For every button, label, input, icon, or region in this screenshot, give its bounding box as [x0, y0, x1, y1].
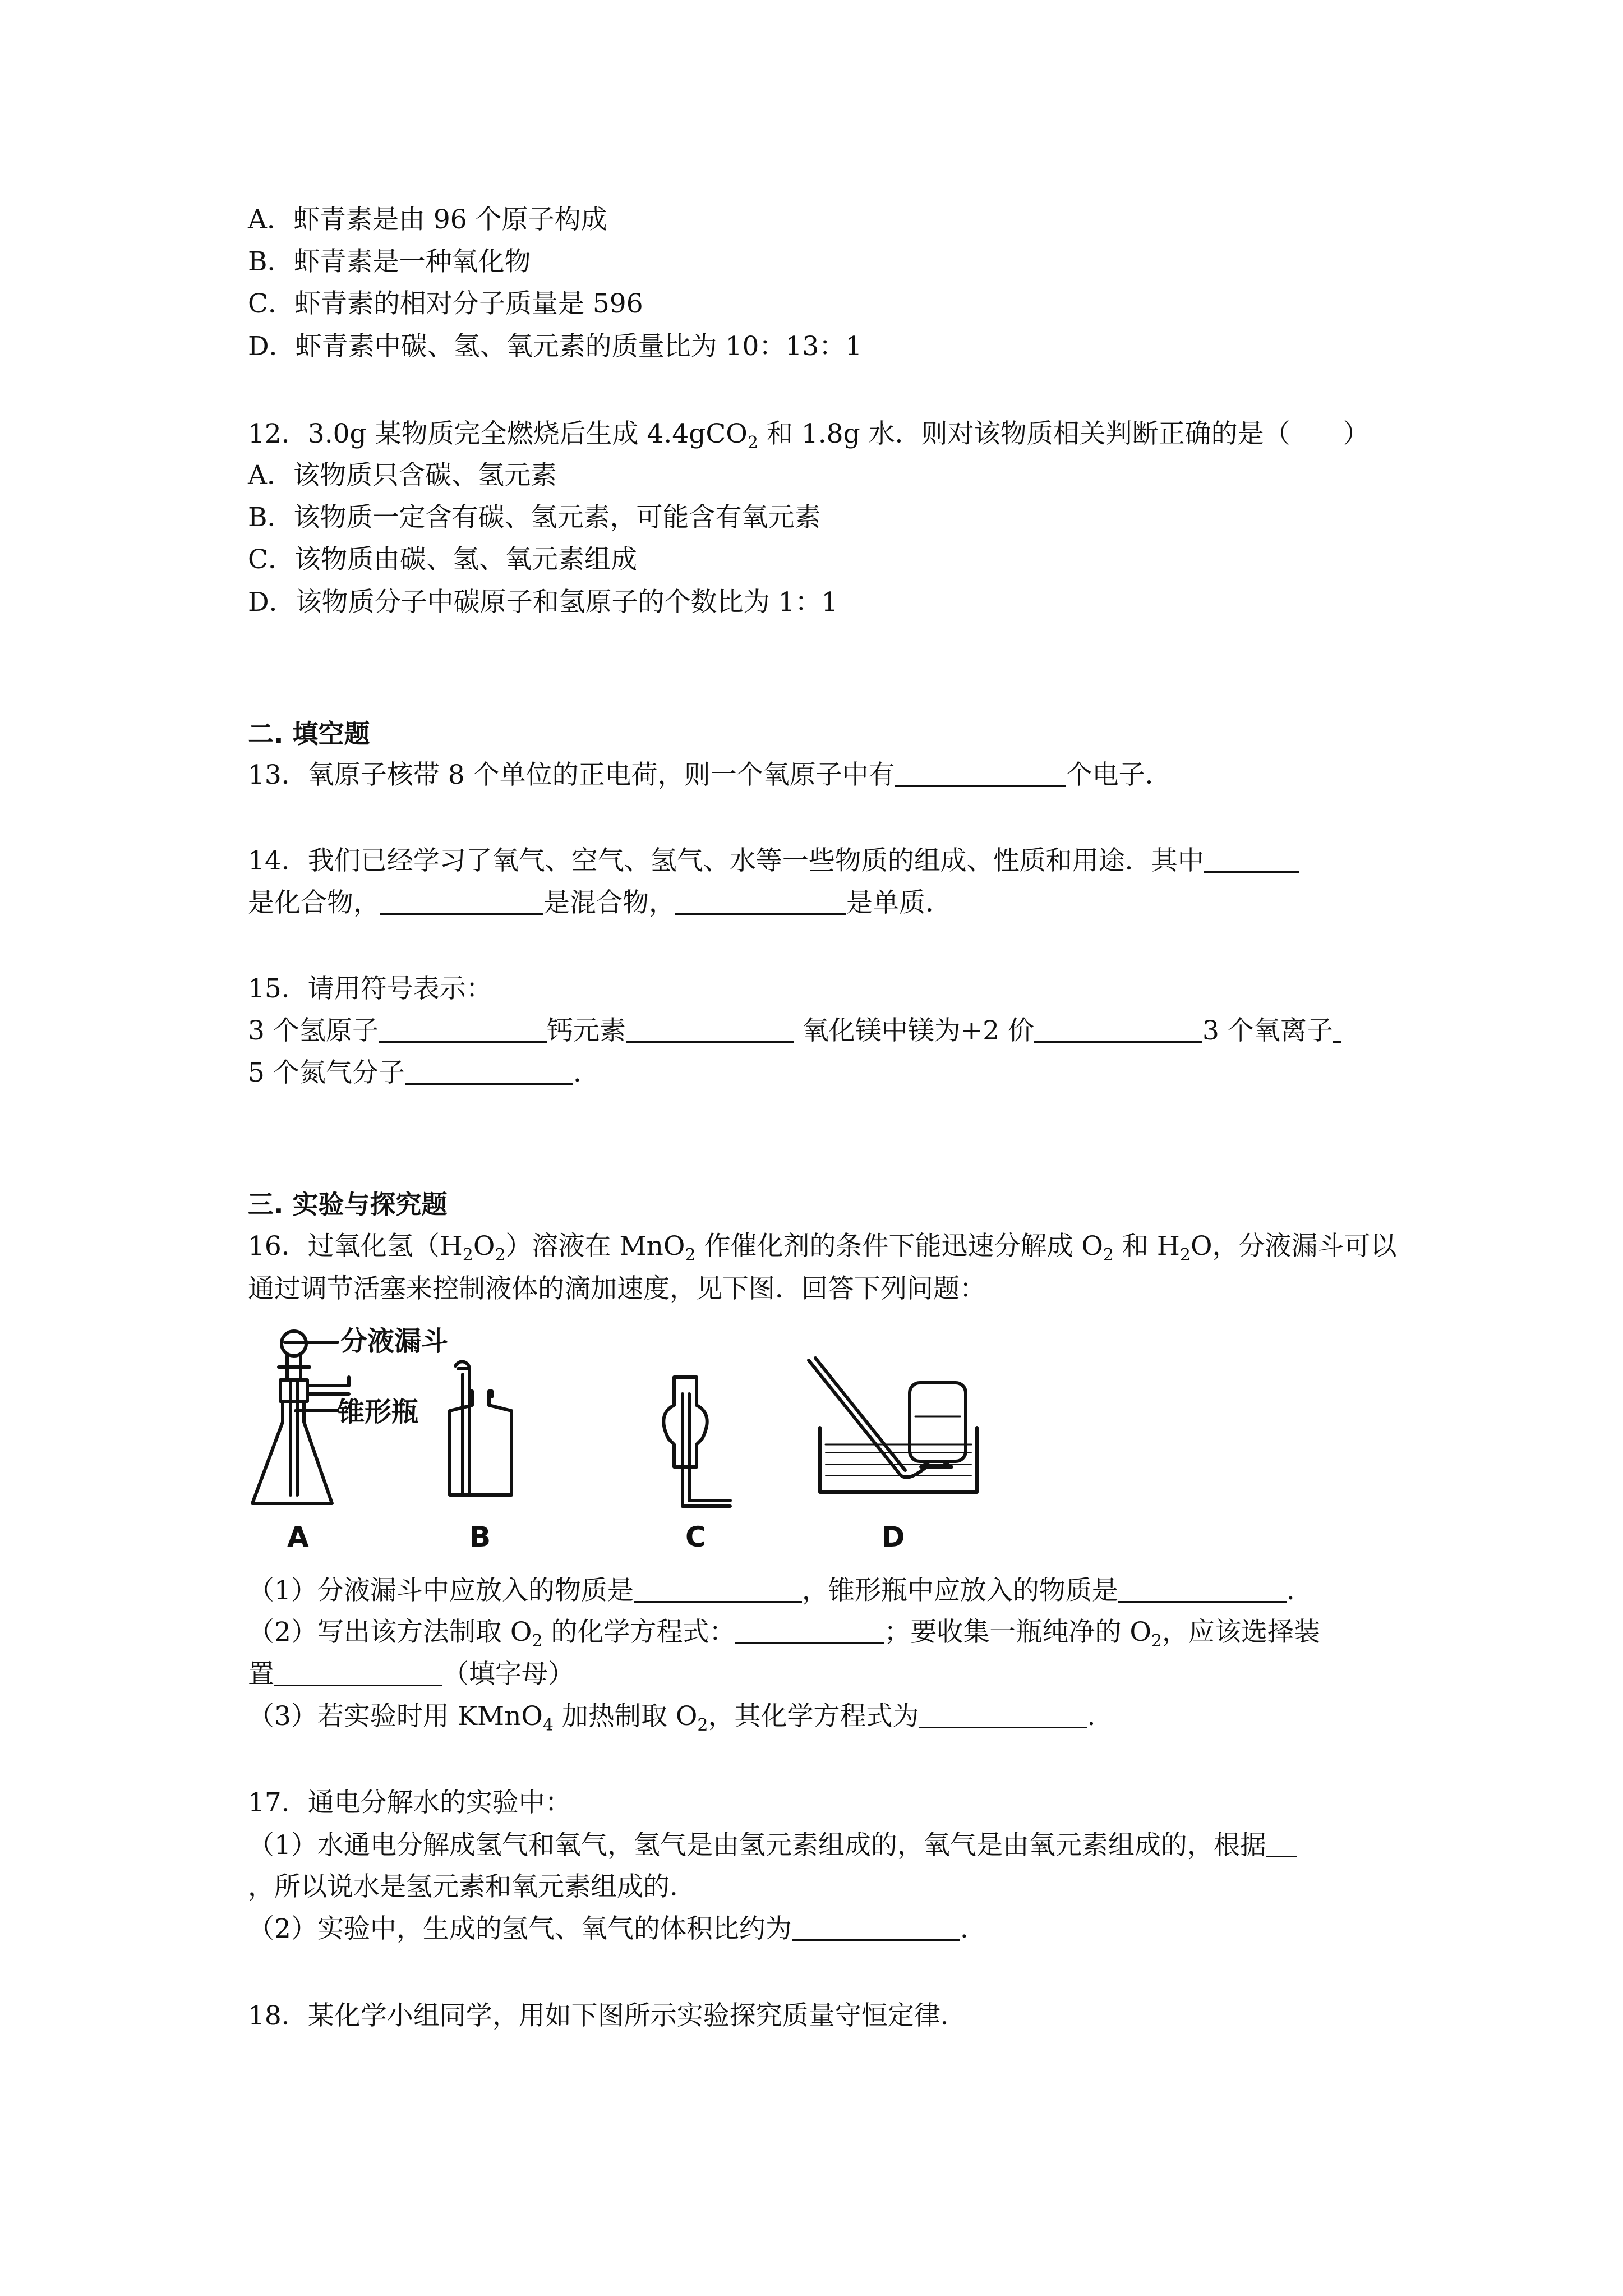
section-title-experiment: 三. 实验与探究题: [248, 1189, 448, 1220]
q18-stem: 18．某化学小组同学，用如下图所示实验探究质量守恒定律．: [248, 2000, 967, 2031]
q14-compound-blank[interactable]: [1204, 845, 1299, 873]
q16-funnel-substance-blank[interactable]: [634, 1575, 802, 1603]
q16-flask-substance-blank[interactable]: [1118, 1575, 1287, 1603]
q13-answer-blank[interactable]: [895, 760, 1066, 787]
flask-label: 锥形瓶: [338, 1396, 419, 1428]
q17-basis-blank[interactable]: [1266, 1830, 1297, 1857]
q16-part2-line2: 置 （填字母）: [248, 1659, 574, 1690]
q15-magnesium-blank[interactable]: [1034, 1015, 1202, 1043]
q13: 13．氧原子核带 8 个单位的正电荷，则一个氧原子中有 个电子．: [248, 760, 1172, 790]
q15-hydrogen-atoms-blank[interactable]: [379, 1015, 547, 1043]
apparatus-d: [809, 1358, 977, 1492]
q16-stem-line2: 通过调节活塞来控制液体的滴加速度，见下图．回答下列问题：: [248, 1273, 986, 1304]
q11-option-b: B．虾青素是一种氧化物: [248, 246, 531, 277]
q15-calcium-blank[interactable]: [626, 1015, 794, 1043]
q17-part1-line1: （1）水通电分解成氢气和氧气，氢气是由氢元素组成的，氧气是由氧元素组成的，根据: [248, 1829, 1297, 1862]
q16-kmno4-equation-blank[interactable]: [919, 1701, 1087, 1728]
q15-stem: 15．请用符号表示：: [248, 973, 492, 1004]
funnel-label: 分液漏斗: [340, 1327, 449, 1357]
q14-line1: 14．我们已经学习了氧气、空气、氢气、水等一些物质的组成、性质和用途．其中: [248, 844, 1299, 878]
q16-stem-line1: 16．过氧化氢$(H_2O_2)$溶液在 MnO$_2$ 作催化剂的条件下能迅速分解成 $O_2$ 和 $H_2O$，分液漏斗可以: [248, 1231, 1397, 1265]
q14-element-blank[interactable]: [675, 887, 846, 915]
q17-volume-ratio-blank[interactable]: [792, 1913, 960, 1941]
q17-part1-line2: ，所以说水是氢元素和氧元素组成的．: [248, 1871, 696, 1902]
label-a: A: [287, 1521, 309, 1551]
q12-option-d: D．该物质分子中碳原子和氢原子的个数比为 1：1: [248, 587, 838, 618]
q12-option-b: B．该物质一定含有碳、氢元素，可能含有氧元素: [248, 502, 821, 533]
apparatus-c: [663, 1377, 730, 1506]
q15-line1: 3 个氢原子 钙元素 氧化镁中镁为+2 价 3 个氧离子: [248, 1014, 1341, 1048]
q12-option-c: C．该物质由碳、氢、氧元素组成: [248, 544, 637, 575]
gas-jar: [910, 1383, 966, 1461]
q16-apparatus-blank[interactable]: [274, 1659, 442, 1686]
apparatus-a: [252, 1331, 349, 1503]
q17-stem: 17．通电分解水的实验中：: [248, 1787, 571, 1818]
q17-part2: （2）实验中，生成的氢气、氧气的体积比约为 .: [248, 1913, 969, 1944]
q16-equation-blank[interactable]: [735, 1617, 884, 1644]
q16-part1: （1）分液漏斗中应放入的物质是 ，锥形瓶中应放入的物质是 .: [248, 1575, 1295, 1606]
q16-part2-line1: （2）写出该方法制取 $O_2$ 的化学方程式： ；要收集一瓶纯净的 $O_2$，应该选择装: [248, 1617, 1320, 1651]
q12-option-a: A．该物质只含碳、氢元素: [248, 460, 557, 491]
q15-oxide-ion-blank[interactable]: [1333, 1015, 1341, 1043]
q11-option-d: D．虾青素中碳、氢、氧元素的质量比为 10：13：1: [248, 331, 863, 362]
q11-option-a: A．虾青素是由 96 个原子构成: [248, 204, 607, 235]
q14-mixture-blank[interactable]: [380, 887, 543, 915]
q15-nitrogen-blank[interactable]: [405, 1057, 573, 1085]
stopper: [280, 1380, 307, 1401]
q12-stem: 12．3.0g 某物质完全燃烧后生成 4.4gCO$_2$ 和 1.8g 水．则对该物质相关判断正确的是（ ）: [248, 418, 1370, 453]
label-b: B: [469, 1521, 491, 1551]
label-d: D: [882, 1521, 905, 1551]
section-title-fill-in: 二. 填空题: [248, 719, 370, 749]
q11-option-c: C．虾青素的相对分子质量是 596: [248, 288, 643, 319]
q16-part3: （3）若实验时用 KMnO$_4$ 加热制取 $O_2$，其化学方程式为 .: [248, 1701, 1096, 1735]
q15-line2: 5 个氮气分子 .: [248, 1057, 582, 1088]
q14-line2: 是化合物， 是混合物， 是单质．: [248, 887, 952, 918]
label-c: C: [685, 1521, 706, 1551]
apparatus-b: [450, 1361, 511, 1495]
apparatus-figure: [248, 1327, 1067, 1551]
